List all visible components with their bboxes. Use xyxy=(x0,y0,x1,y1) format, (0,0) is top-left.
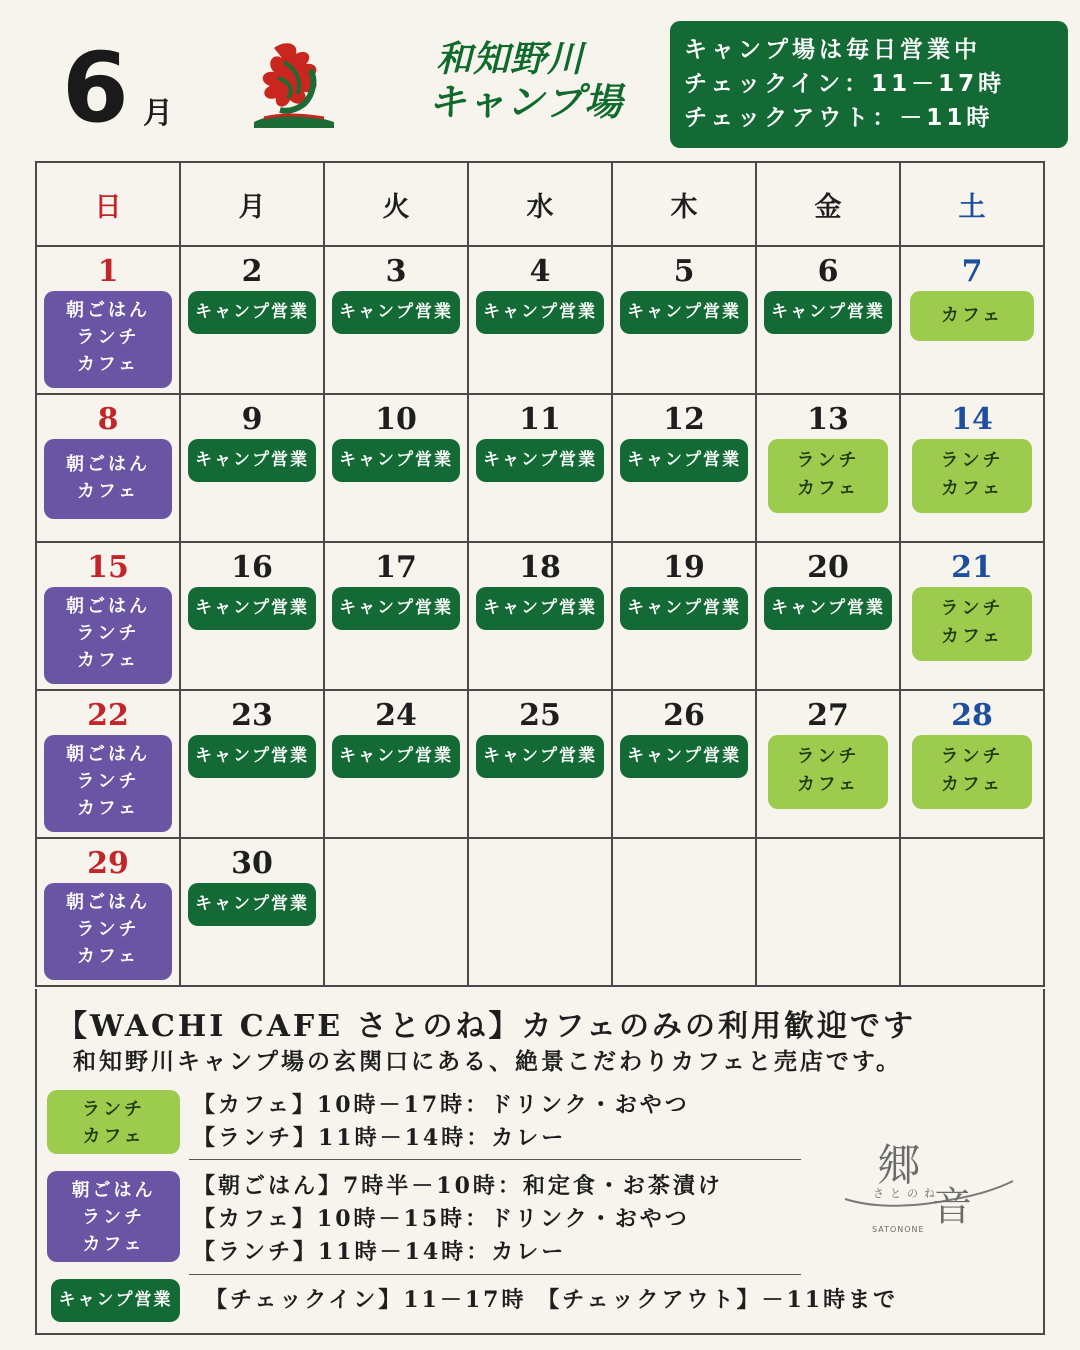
camp-open-tag: キャンプ営業 xyxy=(332,587,460,630)
camp-open-tag: キャンプ営業 xyxy=(620,439,748,482)
tag-line: カフェ xyxy=(940,774,1004,795)
day-number: 7 xyxy=(961,254,983,289)
camp-open-tag: キャンプ営業 xyxy=(476,291,604,334)
camp-open-tag: キャンプ営業 xyxy=(332,439,460,482)
day-number: 25 xyxy=(519,698,561,733)
month-unit: 月 xyxy=(143,96,173,131)
logo-english: SATONONE xyxy=(872,1225,925,1234)
hours-info-box xyxy=(670,21,1068,148)
morning-lunch-cafe-tag xyxy=(44,735,172,832)
divider xyxy=(189,1274,801,1275)
cafe-info-footer xyxy=(35,989,1045,1335)
lunch-cafe-tag xyxy=(912,439,1032,513)
calendar-day-cell xyxy=(324,838,468,986)
tag-line: ランチ xyxy=(796,746,860,767)
lunch-cafe-tag xyxy=(768,439,888,513)
footer-subtitle: 和知野川キャンプ場の玄関口にある、絶景こだわりカフェと売店です。 xyxy=(73,1048,903,1075)
day-number: 3 xyxy=(385,254,407,289)
calendar-day-cell xyxy=(612,838,756,986)
cafe-tag: カフェ xyxy=(910,291,1034,341)
lunch-cafe-tag xyxy=(912,587,1032,661)
tag-line: 朝ごはん xyxy=(66,300,150,321)
tag-line: ランチ xyxy=(940,746,1004,767)
camp-open-tag: キャンプ営業 xyxy=(764,291,892,334)
tag-line: カフェ xyxy=(76,481,140,502)
legend-text-line: 【ランチ】11時－14時：カレー xyxy=(193,1125,567,1151)
day-number: 1 xyxy=(97,254,119,289)
calendar-day-cell xyxy=(468,838,612,986)
tag-line: ランチ xyxy=(940,450,1004,471)
tag-line: カフェ xyxy=(796,478,860,499)
tag-line: カフェ xyxy=(76,798,140,819)
weekday-header: 月 xyxy=(180,162,324,246)
day-number: 26 xyxy=(663,698,705,733)
day-number: 27 xyxy=(807,698,849,733)
camp-open-tag: キャンプ営業 xyxy=(620,735,748,778)
calendar-day-cell xyxy=(180,246,324,394)
calendar-day-cell xyxy=(324,246,468,394)
day-number: 5 xyxy=(673,254,695,289)
month-number: 6 xyxy=(62,32,129,144)
calendar-day-cell xyxy=(756,542,900,690)
day-number: 2 xyxy=(241,254,263,289)
camp-open-tag: キャンプ営業 xyxy=(764,587,892,630)
camp-open-tag: キャンプ営業 xyxy=(620,291,748,334)
logo-kana: さとのね xyxy=(873,1187,941,1200)
tag-line: カフェ xyxy=(82,1126,145,1147)
legend-text-line: 【ランチ】11時－14時：カレー xyxy=(193,1239,567,1265)
calendar-day-cell xyxy=(900,838,1044,986)
day-number: 17 xyxy=(375,550,417,585)
calendar-day-cell xyxy=(36,394,180,542)
tag-line: ランチ xyxy=(796,450,860,471)
brand-line1: 和知野川 xyxy=(436,39,585,80)
day-number: 13 xyxy=(807,402,849,437)
calendar-day-cell xyxy=(180,838,324,986)
weekday-header: 土 xyxy=(900,162,1044,246)
day-number: 12 xyxy=(663,402,705,437)
calendar-day-cell xyxy=(756,394,900,542)
calendar-week-row xyxy=(36,394,1044,542)
camp-open-tag: キャンプ営業 xyxy=(332,291,460,334)
tag-line: ランチ xyxy=(76,623,140,644)
day-number: 15 xyxy=(87,550,129,585)
day-number: 14 xyxy=(951,402,993,437)
camp-open-tag: キャンプ営業 xyxy=(188,291,316,334)
tag-line: 朝ごはん xyxy=(66,892,150,913)
tag-line: ランチ xyxy=(76,327,140,348)
camp-open-tag: キャンプ営業 xyxy=(476,735,604,778)
tag-line: カフェ xyxy=(82,1234,145,1255)
calendar-day-cell xyxy=(468,690,612,838)
tag-line: ランチ xyxy=(76,771,140,792)
legend-camp-tag: キャンプ営業 xyxy=(51,1279,180,1322)
camp-open-tag: キャンプ営業 xyxy=(188,735,316,778)
tag-line: 朝ごはん xyxy=(66,454,150,475)
day-number: 6 xyxy=(817,254,839,289)
day-number: 16 xyxy=(231,550,273,585)
calendar-day-cell xyxy=(468,246,612,394)
camp-open-tag: キャンプ営業 xyxy=(188,587,316,630)
calendar-day-cell xyxy=(612,394,756,542)
camp-open-tag: キャンプ営業 xyxy=(620,587,748,630)
legend-morning-tag xyxy=(47,1171,180,1262)
calendar-day-cell xyxy=(900,246,1044,394)
calendar-day-cell xyxy=(180,690,324,838)
calendar-day-cell xyxy=(756,246,900,394)
tag-line: ランチ xyxy=(940,598,1004,619)
day-number: 9 xyxy=(241,402,263,437)
day-number: 18 xyxy=(519,550,561,585)
legend-text-line: 【カフェ】10時－15時：ドリンク・おやつ xyxy=(193,1206,690,1232)
morning-cafe-tag xyxy=(44,439,172,519)
info-line: チェックイン：11－17時 xyxy=(684,71,1006,97)
calendar-day-cell xyxy=(612,690,756,838)
legend-text-line: 【カフェ】10時－17時：ドリンク・おやつ xyxy=(193,1092,690,1118)
logo-kanji-1: 郷 xyxy=(877,1140,923,1191)
camp-open-tag: キャンプ営業 xyxy=(476,439,604,482)
camp-open-tag: キャンプ営業 xyxy=(476,587,604,630)
camp-open-tag: キャンプ営業 xyxy=(188,439,316,482)
tag-line: カフェ xyxy=(76,354,140,375)
day-number: 20 xyxy=(807,550,849,585)
lunch-cafe-tag xyxy=(768,735,888,809)
tag-line: ランチ xyxy=(82,1207,145,1228)
day-number: 19 xyxy=(663,550,705,585)
calendar-week-row xyxy=(36,838,1044,986)
calendar-day-cell xyxy=(756,690,900,838)
info-line: キャンプ場は毎日営業中 xyxy=(684,37,981,63)
calendar-day-cell xyxy=(612,246,756,394)
calendar-week-row xyxy=(36,246,1044,394)
day-number: 23 xyxy=(231,698,273,733)
day-number: 29 xyxy=(87,846,129,881)
calendar-day-cell xyxy=(36,690,180,838)
dragon-emblem-icon xyxy=(244,38,344,130)
tag-line: カフェ xyxy=(940,478,1004,499)
lunch-cafe-tag xyxy=(912,735,1032,809)
brand-line2: キャンプ場 xyxy=(428,80,624,124)
day-number: 11 xyxy=(519,402,561,437)
weekday-header: 木 xyxy=(612,162,756,246)
camp-open-tag: キャンプ営業 xyxy=(188,883,316,926)
weekday-header: 金 xyxy=(756,162,900,246)
day-number: 22 xyxy=(87,698,129,733)
weekday-header: 火 xyxy=(324,162,468,246)
calendar-day-cell xyxy=(324,690,468,838)
morning-lunch-cafe-tag xyxy=(44,291,172,388)
calendar-day-cell xyxy=(324,394,468,542)
info-line: チェックアウト：－11時 xyxy=(684,105,994,131)
calendar-table xyxy=(35,161,1045,987)
tag-line: ランチ xyxy=(82,1099,145,1120)
calendar-week-row xyxy=(36,690,1044,838)
calendar-day-cell xyxy=(756,838,900,986)
satonone-logo xyxy=(837,1129,1017,1249)
calendar-day-cell xyxy=(900,542,1044,690)
legend-lunch-cafe-tag xyxy=(47,1090,180,1154)
calendar-day-cell xyxy=(900,690,1044,838)
calendar-day-cell xyxy=(180,542,324,690)
weekday-header-row xyxy=(36,162,1044,246)
calendar-day-cell xyxy=(324,542,468,690)
logo-kanji-2: 音 xyxy=(932,1184,972,1230)
day-number: 10 xyxy=(375,402,417,437)
legend-morning-text xyxy=(193,1170,723,1269)
morning-lunch-cafe-tag xyxy=(44,883,172,980)
calendar-day-cell xyxy=(900,394,1044,542)
calendar-day-cell xyxy=(36,246,180,394)
tag-line: ランチ xyxy=(76,919,140,940)
day-number: 30 xyxy=(231,846,273,881)
legend-text-line: 【朝ごはん】7時半－10時：和定食・お茶漬け xyxy=(193,1173,723,1199)
weekday-header: 水 xyxy=(468,162,612,246)
weekday-header: 日 xyxy=(36,162,180,246)
calendar-day-cell xyxy=(468,394,612,542)
divider xyxy=(189,1159,801,1160)
tag-line: 朝ごはん xyxy=(66,744,150,765)
calendar-day-cell xyxy=(612,542,756,690)
tag-line: 朝ごはん xyxy=(66,596,150,617)
footer-title: 【WACHI CAFE さとのね】カフェのみの利用歓迎です xyxy=(57,1009,917,1044)
calendar-day-cell xyxy=(468,542,612,690)
tag-line: カフェ xyxy=(796,774,860,795)
morning-lunch-cafe-tag xyxy=(44,587,172,684)
brand-logo xyxy=(428,40,658,124)
tag-line: カフェ xyxy=(76,650,140,671)
calendar-day-cell xyxy=(36,542,180,690)
calendar-week-row xyxy=(36,542,1044,690)
tag-line: 朝ごはん xyxy=(71,1180,156,1201)
day-number: 21 xyxy=(951,550,993,585)
tag-line: カフェ xyxy=(940,626,1004,647)
day-number: 24 xyxy=(375,698,417,733)
day-number: 8 xyxy=(97,402,119,437)
tag-line: カフェ xyxy=(76,946,140,967)
calendar-day-cell xyxy=(36,838,180,986)
camp-open-tag: キャンプ営業 xyxy=(332,735,460,778)
header xyxy=(0,0,1080,160)
day-number: 28 xyxy=(951,698,993,733)
legend-camp-text: 【チェックイン】11－17時 【チェックアウト】－11時まで xyxy=(205,1287,899,1313)
legend-lunch-cafe-text xyxy=(193,1089,690,1155)
day-number: 4 xyxy=(529,254,551,289)
calendar-day-cell xyxy=(180,394,324,542)
